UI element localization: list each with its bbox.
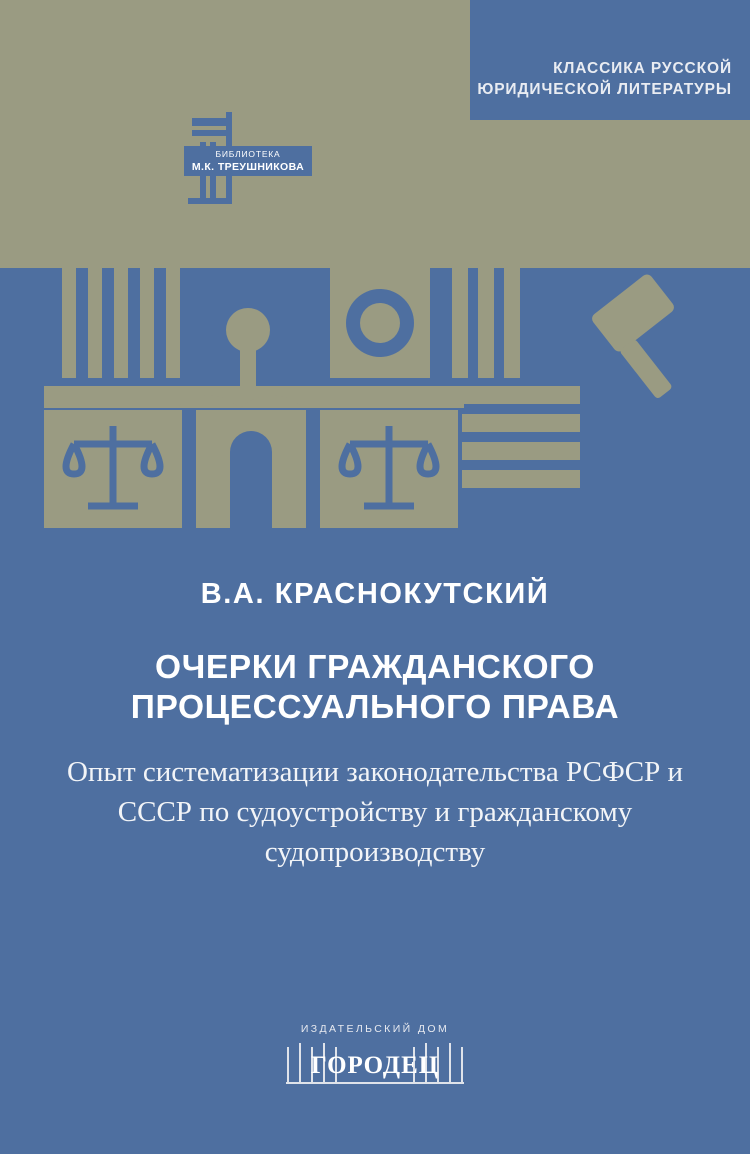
lamp-icon — [226, 308, 270, 390]
author-name: В.А. КРАСНОКУТСКИЙ — [200, 578, 550, 610]
series-label: КЛАССИКА РУССКОЙ ЮРИДИЧЕСКОЙ ЛИТЕРАТУРЫ — [477, 60, 732, 98]
column-icon — [62, 268, 180, 378]
library-logo — [170, 112, 330, 212]
book-icon — [462, 386, 580, 488]
book-icon — [44, 386, 464, 408]
book-subtitle: Опыт систематизации законодательства РСФСР и СССР по судоустройству и гражданскому судопроизводству — [67, 756, 683, 868]
library-logo-line1: БИБЛИОТЕКА — [215, 149, 281, 159]
library-logo-line2: М.К. ТРЕУШНИКОВА — [191, 161, 305, 173]
publisher-logo — [0, 1023, 750, 1096]
scales-icon — [320, 410, 458, 528]
decorative-icon-strip — [0, 258, 750, 548]
series-badge — [470, 0, 750, 120]
publisher-mark — [284, 1039, 466, 1091]
column-icon — [196, 410, 306, 528]
scales-icon — [44, 410, 182, 528]
book-title: ОЧЕРКИ ГРАЖДАНСКОГО ПРОЦЕССУАЛЬНОГО ПРАВА — [130, 649, 620, 726]
gavel-icon — [590, 272, 677, 399]
publisher-tagline: ИЗДАТЕЛЬСКИЙ ДОМ — [300, 1023, 450, 1035]
seal-icon — [330, 268, 430, 378]
publisher-name: ГОРОДЕЦ — [310, 1052, 440, 1079]
column-icon — [452, 268, 520, 378]
